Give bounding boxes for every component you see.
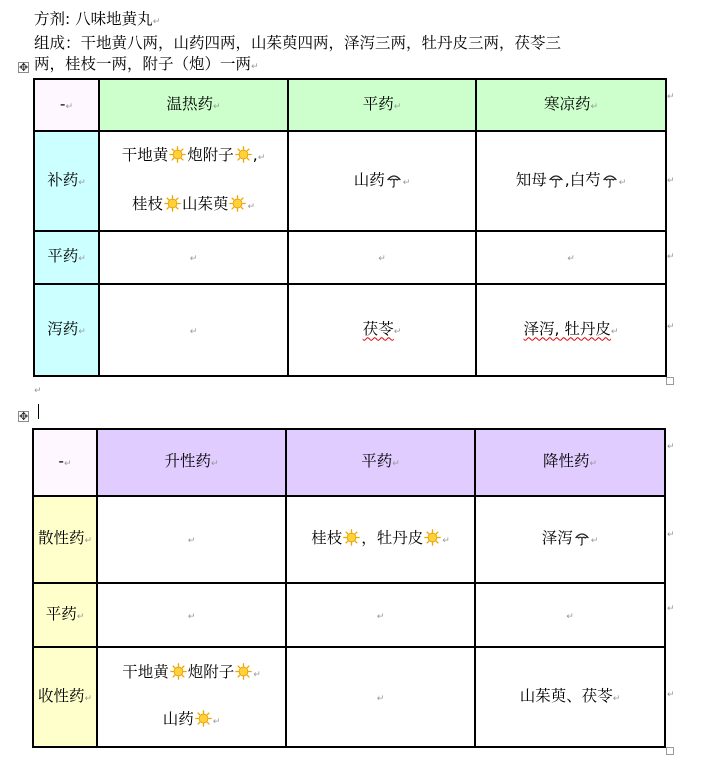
cell-empty[interactable]: ↵ (288, 231, 476, 284)
cell-empty[interactable]: ↵ (475, 583, 665, 647)
formula-name-line (34, 9, 160, 33)
cell-empty[interactable]: ↵ (97, 583, 286, 647)
sun-icon (170, 663, 187, 680)
cell-tonify-neutral[interactable]: 山药 ↵ (288, 131, 476, 231)
paragraph-mark: ↵ (152, 17, 161, 27)
cell-purge-neutral[interactable]: 茯苓↵ (288, 284, 476, 376)
cell-tonify-warm[interactable]: 干地黄 炮附子 ,↵ 桂枝 山茱萸 ↵ (99, 131, 288, 231)
header-neutral[interactable]: 平药↵ (288, 79, 476, 131)
table-row (33, 647, 665, 747)
header-warm[interactable]: 温热药↵ (99, 79, 288, 131)
umbrella-icon (386, 172, 402, 188)
row-label-astringe[interactable]: 收性药↵ (33, 647, 97, 747)
cell-empty[interactable]: ↵ (286, 647, 475, 747)
cell-purge-cold[interactable]: 泽泻, 牡丹皮↵ (476, 284, 666, 376)
formula-name: 八味地黄丸 (75, 10, 153, 28)
property-table-2 (32, 428, 666, 748)
umbrella-icon (602, 172, 618, 188)
sun-icon (169, 146, 186, 163)
composition-text-2: 两，桂枝一两，附子（炮）一两 (34, 55, 252, 73)
cell-astringe-descend[interactable]: 山茱萸、茯苓↵ (475, 647, 665, 747)
sun-icon (235, 146, 252, 163)
table-header-row (34, 79, 666, 131)
table-resize-handle[interactable] (666, 377, 674, 385)
row-label-neutral[interactable]: 平药↵ (33, 583, 97, 647)
formula-label: 方剂: (34, 10, 71, 28)
paragraph-mark: ↵ (251, 62, 259, 72)
text-cursor (38, 404, 39, 419)
sun-icon (229, 195, 246, 212)
sun-icon (424, 529, 441, 546)
header-ascend[interactable]: 升性药↵ (97, 429, 286, 496)
table-move-handle-icon[interactable]: ✥ (19, 410, 29, 423)
cell-empty[interactable]: ↵ (476, 231, 666, 284)
row-label-neutral[interactable]: 平药↵ (34, 231, 99, 284)
composition-line-2 (34, 54, 259, 78)
sun-icon (195, 710, 212, 727)
cell-empty[interactable]: ↵ (99, 284, 288, 376)
sun-icon (343, 529, 360, 546)
umbrella-icon (548, 172, 564, 188)
corner-cell[interactable]: -↵ (33, 429, 97, 496)
cell-astringe-ascend[interactable]: 干地黄 炮附子 ↵ 山药 ↵ (97, 647, 286, 747)
table-row (34, 231, 666, 284)
sun-icon (164, 195, 181, 212)
cell-empty[interactable]: ↵ (99, 231, 288, 284)
table-row (33, 496, 665, 583)
table-header-row (33, 429, 665, 496)
header-cold[interactable]: 寒凉药↵ (476, 79, 666, 131)
cell-empty[interactable]: ↵ (97, 496, 286, 583)
cell-disperse-descend[interactable]: 泽泻 ↵ (475, 496, 665, 583)
row-label-purge[interactable]: 泻药↵ (34, 284, 99, 376)
header-neutral[interactable]: 平药↵ (286, 429, 475, 496)
cell-tonify-cold[interactable]: 知母 ,白芍 ↵ (476, 131, 666, 231)
property-table-1 (33, 78, 667, 377)
table-move-handle-icon[interactable]: ✥ (19, 61, 29, 74)
table-resize-handle[interactable] (666, 747, 674, 755)
row-label-tonify[interactable]: 补药↵ (34, 131, 99, 231)
composition-line-1 (34, 33, 561, 54)
umbrella-icon (574, 530, 590, 546)
cell-empty[interactable]: ↵ (286, 583, 475, 647)
table-row (33, 583, 665, 647)
row-label-disperse[interactable]: 散性药↵ (33, 496, 97, 583)
cell-disperse-neutral[interactable]: 桂枝 ，牡丹皮 ↵ (286, 496, 475, 583)
table-row (34, 284, 666, 376)
sun-icon (235, 663, 252, 680)
table-row (34, 131, 666, 231)
corner-cell[interactable]: -↵ (34, 79, 99, 131)
composition-text-1: 组成：干地黄八两，山药四两，山茱萸四两，泽泻三两，牡丹皮三两，茯苓三 (34, 34, 562, 52)
header-descend[interactable]: 降性药↵ (475, 429, 665, 496)
paragraph-mark: ↵ (34, 386, 42, 396)
